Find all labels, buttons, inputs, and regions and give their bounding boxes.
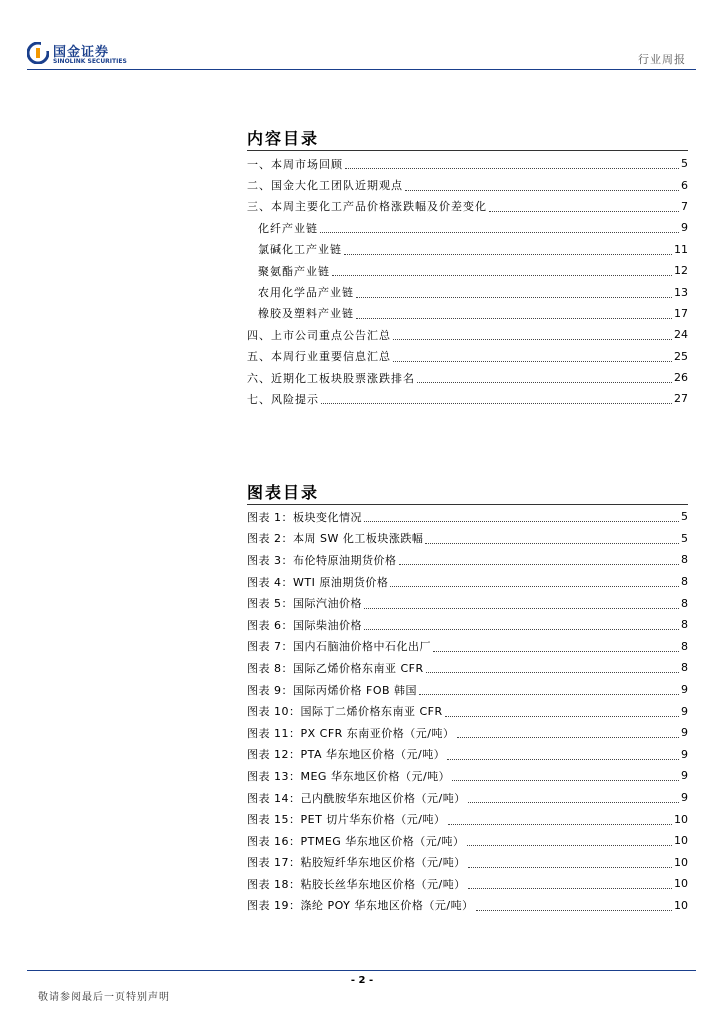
toc-entry[interactable] [247, 388, 688, 409]
dot-leader [390, 580, 679, 587]
dot-leader [433, 645, 679, 652]
figure-entry[interactable] [247, 722, 688, 744]
toc-entry-page: 9 [681, 221, 688, 235]
figures-list [247, 506, 688, 916]
figure-entry-page: 8 [681, 596, 688, 610]
toc-list [247, 153, 688, 410]
sinolink-logo [27, 40, 137, 70]
dot-leader [344, 248, 672, 255]
dot-leader [393, 355, 672, 362]
figure-entry-title: 图表 1：板块变化情况 [247, 510, 362, 524]
figure-entry-page: 9 [681, 726, 688, 740]
toc-entry-title: 二、国金大化工团队近期观点 [247, 179, 403, 193]
figure-entry-page: 10 [674, 855, 688, 869]
dot-leader [489, 205, 679, 212]
toc-entry-title: 橡胶及塑料产业链 [258, 307, 354, 321]
toc-entry-title: 四、上市公司重点公告汇总 [247, 328, 391, 342]
figure-entry[interactable] [247, 506, 688, 528]
figure-entry[interactable] [247, 657, 688, 679]
toc-entry-title: 七、风险提示 [247, 392, 319, 406]
toc-entry-page: 24 [674, 328, 688, 342]
toc-title-rule [247, 150, 688, 151]
page-header [0, 0, 724, 72]
logo-chinese-name: 国金证券 [53, 45, 110, 60]
figure-entry[interactable] [247, 895, 688, 917]
toc-entry-title: 农用化学品产业链 [258, 286, 354, 300]
figure-entry-page: 10 [674, 834, 688, 848]
disclaimer-note: 敬请参阅最后一页特别声明 [38, 992, 170, 1003]
toc-entry-page: 11 [674, 242, 688, 256]
toc-entry-title: 化纤产业链 [258, 221, 318, 235]
figure-entry-title: 图表 5：国际汽油价格 [247, 597, 362, 611]
figures-title-rule [247, 504, 688, 505]
toc-entry[interactable] [247, 239, 688, 260]
dot-leader [417, 376, 672, 383]
toc-entry[interactable] [247, 281, 688, 302]
toc-entry-page: 12 [674, 264, 688, 278]
figure-entry[interactable] [247, 592, 688, 614]
toc-entry-page: 7 [681, 199, 688, 213]
figure-entry-title: 图表 3：布伦特原油期货价格 [247, 553, 397, 567]
figure-entry-title: 图表 8：国际乙烯价格东南亚 CFR [247, 661, 424, 675]
dot-leader [448, 818, 673, 825]
toc-entry[interactable] [247, 346, 688, 367]
figure-entry-page: 10 [674, 877, 688, 891]
figure-entry-title: 图表 18：粘胶长丝华东地区价格（元/吨） [247, 877, 466, 891]
figure-entry[interactable] [247, 808, 688, 830]
figure-entry-page: 5 [681, 531, 688, 545]
page-number: - 2 - [350, 975, 374, 986]
figure-entry[interactable] [247, 679, 688, 701]
figure-entry[interactable] [247, 614, 688, 636]
figure-entry-page: 8 [681, 553, 688, 567]
dot-leader [468, 861, 672, 868]
toc-title: 内容目录 [247, 129, 320, 148]
logo-english-name: SINOLINK SECURITIES [53, 58, 127, 65]
dot-leader [452, 774, 679, 781]
figure-entry-page: 9 [681, 791, 688, 805]
figure-entry[interactable] [247, 873, 688, 895]
dot-leader [467, 839, 672, 846]
figure-entry-title: 图表 2：本周 SW 化工板块涨跌幅 [247, 532, 424, 546]
figure-entry-page: 9 [681, 683, 688, 697]
dot-leader [356, 291, 672, 298]
header-divider [27, 69, 696, 70]
figure-entry-page: 9 [681, 704, 688, 718]
figure-entry[interactable] [247, 765, 688, 787]
dot-leader [476, 904, 672, 911]
dot-leader [457, 731, 679, 738]
figure-entry[interactable] [247, 571, 688, 593]
toc-entry-title: 氯碱化工产业链 [258, 243, 342, 257]
toc-entry-title: 六、近期化工板块股票涨跌排名 [247, 371, 415, 385]
dot-leader [321, 397, 672, 404]
dot-leader [320, 226, 679, 233]
figure-entry-page: 10 [674, 898, 688, 912]
figure-entry-title: 图表 11：PX CFR 东南亚价格（元/吨） [247, 726, 455, 740]
dot-leader [447, 753, 679, 760]
figure-entry-page: 9 [681, 769, 688, 783]
figure-entry-page: 8 [681, 618, 688, 632]
figure-entry-title: 图表 10：国际丁二烯价格东南亚 CFR [247, 705, 443, 719]
toc-entry[interactable] [247, 260, 688, 281]
figure-entry[interactable] [247, 528, 688, 550]
figure-entry[interactable] [247, 700, 688, 722]
toc-entry-page: 25 [674, 349, 688, 363]
dot-leader [426, 666, 679, 673]
toc-entry[interactable] [247, 153, 688, 174]
figures-title: 图表目录 [247, 483, 320, 502]
figure-entry[interactable] [247, 830, 688, 852]
dot-leader [332, 269, 672, 276]
toc-entry-page: 26 [674, 371, 688, 385]
toc-entry-page: 27 [674, 392, 688, 406]
toc-entry[interactable] [247, 324, 688, 345]
dot-leader [364, 602, 679, 609]
dot-leader [356, 312, 672, 319]
dot-leader [399, 558, 680, 565]
dot-leader [364, 515, 679, 522]
dot-leader [345, 162, 679, 169]
figure-entry-page: 8 [681, 661, 688, 675]
toc-entry-title: 聚氨酯产业链 [258, 264, 330, 278]
figure-entry-page: 8 [681, 639, 688, 653]
toc-entry-title: 三、本周主要化工产品价格涨跌幅及价差变化 [247, 200, 487, 214]
toc-entry[interactable] [247, 303, 688, 324]
figure-entry[interactable] [247, 787, 688, 809]
toc-entry-page: 5 [681, 157, 688, 171]
figure-entry[interactable] [247, 852, 688, 874]
sinolink-logo-icon [27, 42, 49, 64]
figure-entry-title: 图表 16：PTMEG 华东地区价格（元/吨） [247, 834, 465, 848]
report-type-label: 行业周报 [638, 53, 686, 66]
figure-entry[interactable] [247, 636, 688, 658]
figure-entry-title: 图表 7：国内石脑油价格中石化出厂 [247, 640, 431, 654]
toc-entry[interactable] [247, 196, 688, 217]
figure-entry-title: 图表 9：国际丙烯价格 FOB 韩国 [247, 683, 418, 697]
toc-entry-title: 五、本周行业重要信息汇总 [247, 350, 391, 364]
figure-entry[interactable] [247, 549, 688, 571]
figure-entry-title: 图表 13：MEG 华东地区价格（元/吨） [247, 769, 451, 783]
figure-entry[interactable] [247, 744, 688, 766]
dot-leader [419, 688, 679, 695]
dot-leader [364, 623, 679, 630]
figure-entry-title: 图表 19：涤纶 POY 华东地区价格（元/吨） [247, 899, 474, 913]
dot-leader [393, 333, 672, 340]
toc-entry-page: 6 [681, 178, 688, 192]
figure-entry-page: 5 [681, 510, 688, 524]
footer-divider [27, 970, 696, 971]
dot-leader [405, 184, 679, 191]
toc-entry[interactable] [247, 217, 688, 238]
dot-leader [468, 796, 679, 803]
dot-leader [425, 537, 679, 544]
toc-entry-title: 一、本周市场回顾 [247, 157, 343, 171]
toc-entry[interactable] [247, 367, 688, 388]
figure-entry-title: 图表 12：PTA 华东地区价格（元/吨） [247, 748, 446, 762]
dot-leader [445, 710, 679, 717]
figure-entry-title: 图表 14：己内酰胺华东地区价格（元/吨） [247, 791, 466, 805]
figure-entry-page: 9 [681, 747, 688, 761]
figure-entry-page: 8 [681, 575, 688, 589]
figure-entry-page: 10 [674, 812, 688, 826]
figure-entry-title: 图表 4：WTI 原油期货价格 [247, 575, 389, 589]
figure-entry-title: 图表 17：粘胶短纤华东地区价格（元/吨） [247, 856, 466, 870]
toc-entry-page: 17 [674, 306, 688, 320]
figure-entry-title: 图表 15：PET 切片华东价格（元/吨） [247, 813, 446, 827]
toc-entry[interactable] [247, 174, 688, 195]
dot-leader [468, 882, 672, 889]
figure-entry-title: 图表 6：国际柴油价格 [247, 618, 362, 632]
toc-entry-page: 13 [674, 285, 688, 299]
